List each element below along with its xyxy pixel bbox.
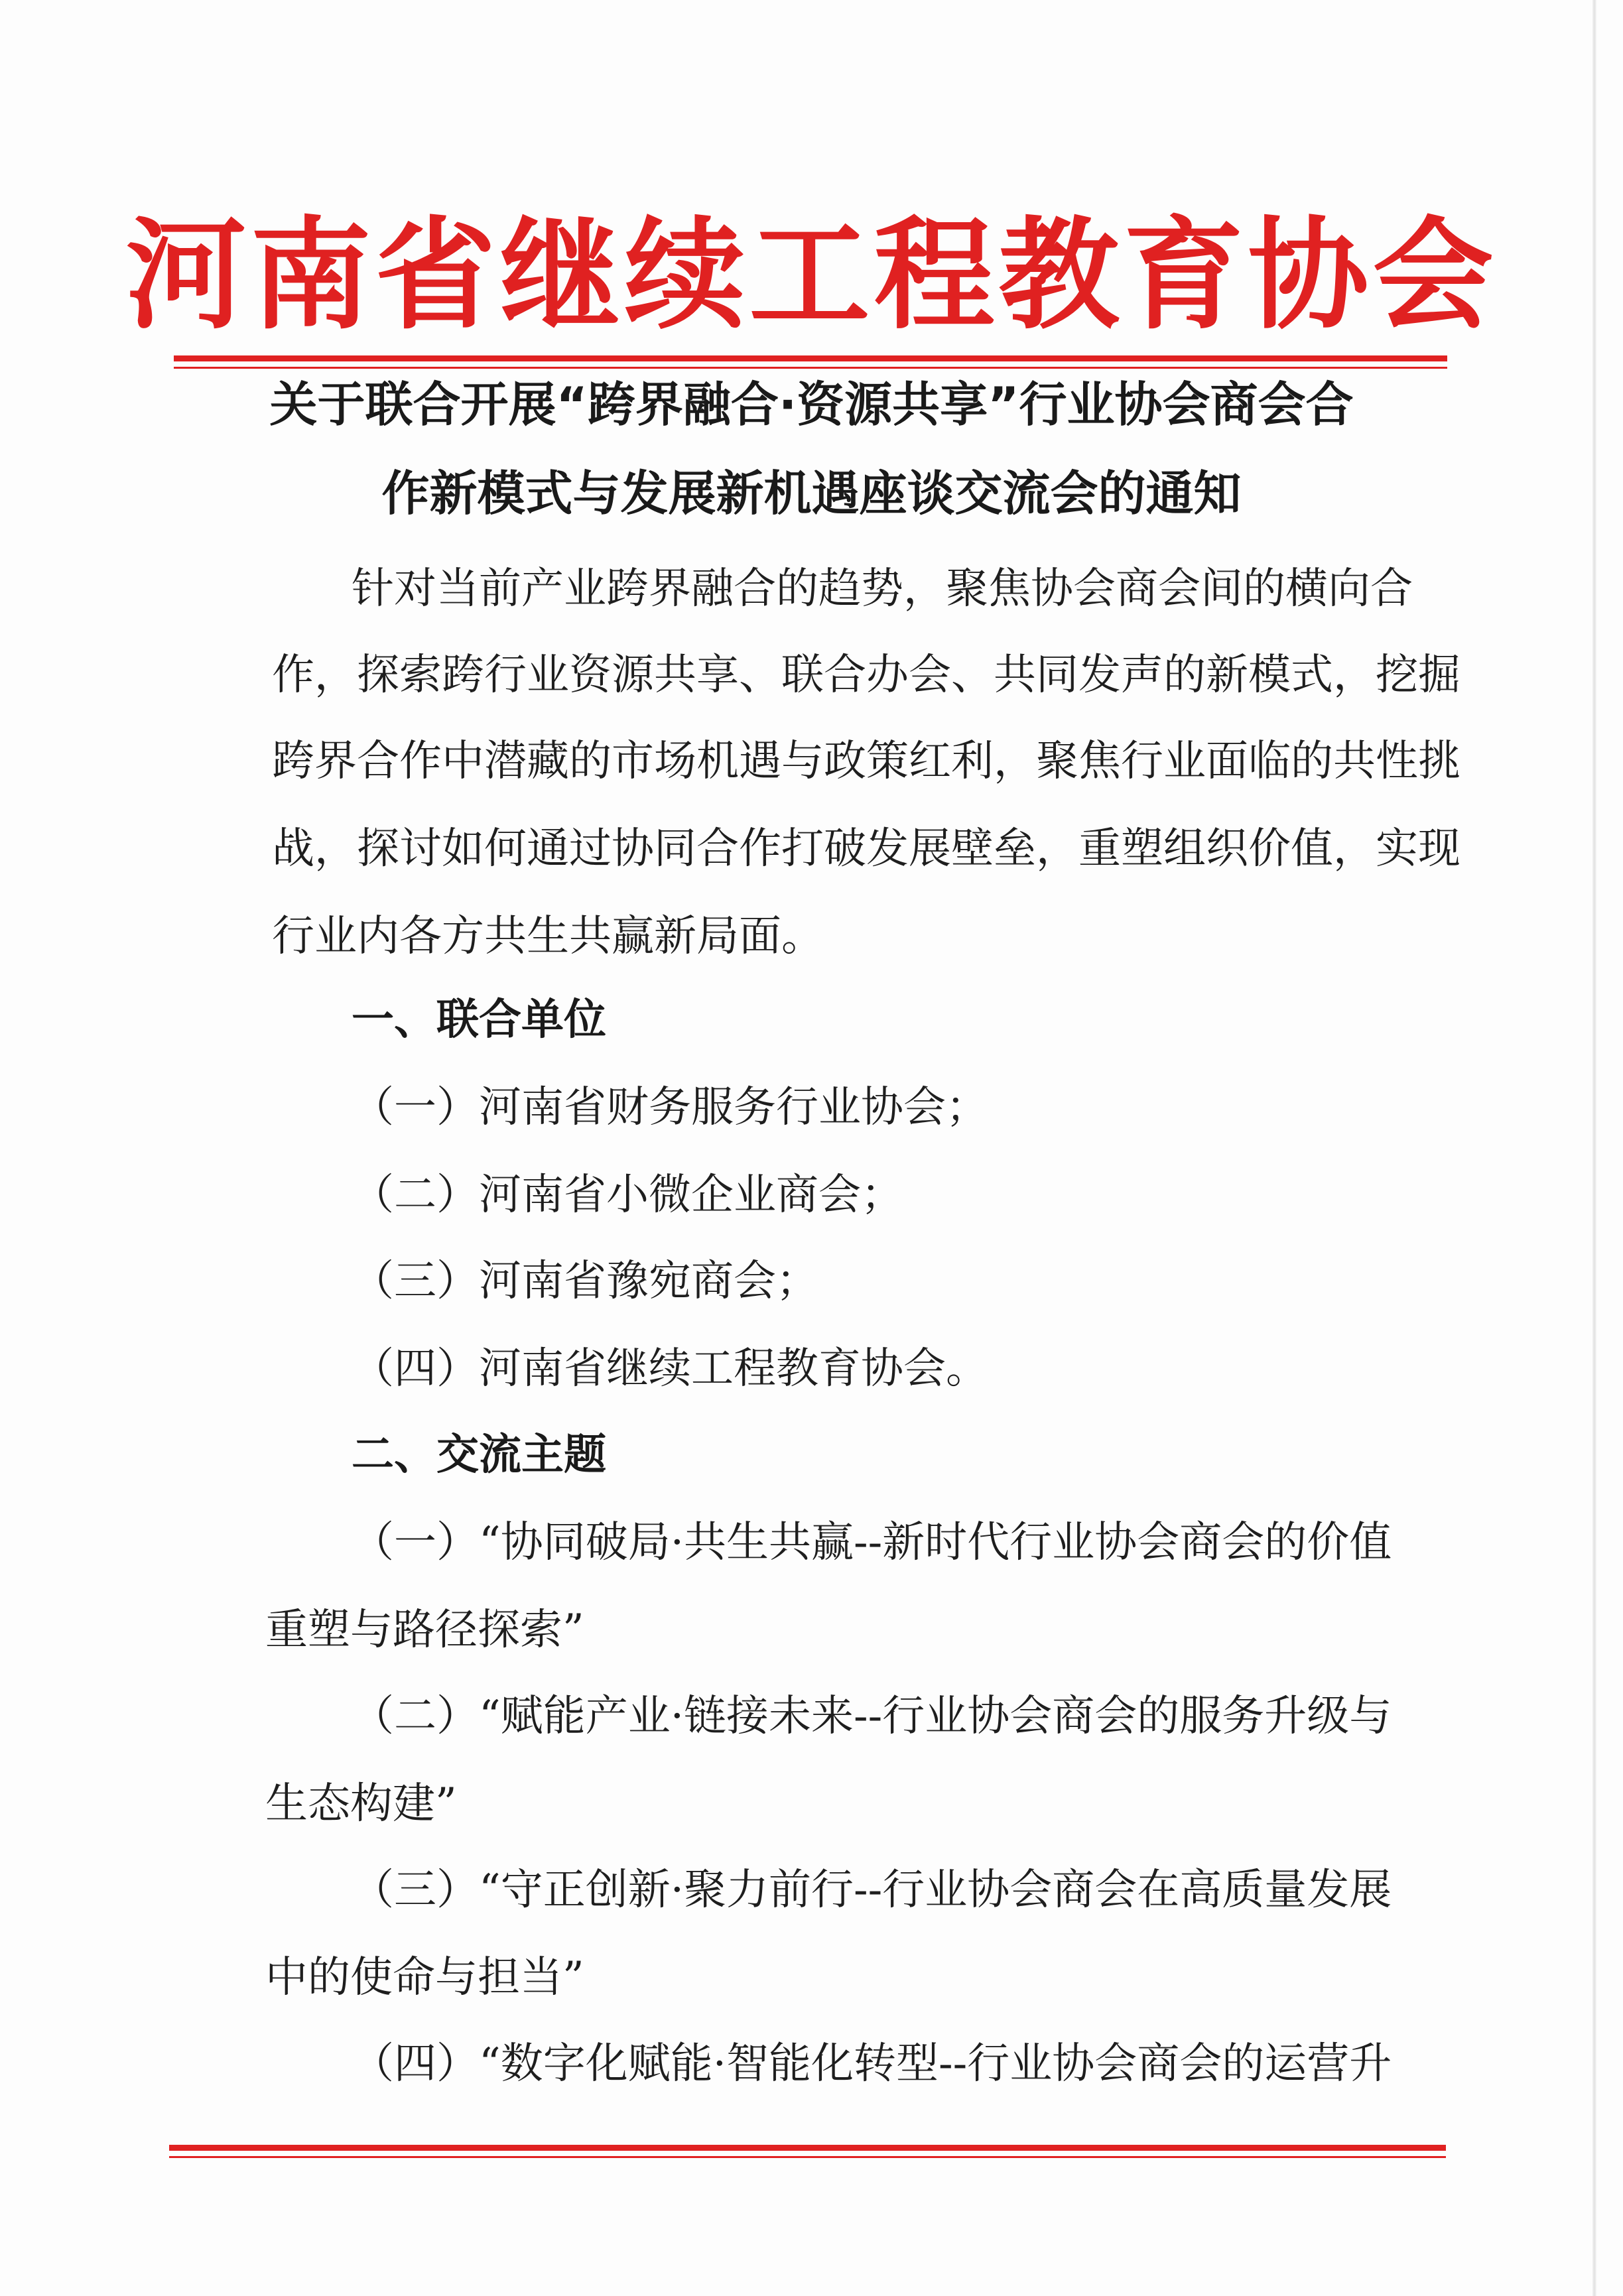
intro-line-1: 针对当前产业跨界融合的趋势，聚焦协会商会间的横向合 bbox=[352, 564, 1413, 613]
joint-unit-item-2: （二）河南省小微企业商会； bbox=[352, 1171, 903, 1220]
joint-unit-item-1: （一）河南省财务服务行业协会； bbox=[352, 1083, 988, 1132]
intro-line-3: 跨界合作中潜藏的市场机遇与政策红利，聚焦行业面临的共性挑 bbox=[272, 737, 1461, 786]
section-heading-joint-units: 一、联合单位 bbox=[352, 995, 606, 1045]
topic-item-1-line1: （一）“协同破局·共生共赢--新时代行业协会商会的价值 bbox=[352, 1518, 1392, 1567]
intro-line-4: 战，探讨如何通过协同合作打破发展壁垒，重塑组织价值，实现 bbox=[272, 824, 1461, 873]
intro-line-5: 行业内各方共生共赢新局面。 bbox=[272, 912, 824, 961]
joint-unit-item-4: （四）河南省继续工程教育协会。 bbox=[352, 1344, 988, 1393]
topic-item-4-line1: （四）“数字化赋能·智能化转型--行业协会商会的运营升 bbox=[352, 2039, 1392, 2088]
joint-unit-item-3: （三）河南省豫宛商会； bbox=[352, 1257, 818, 1306]
letterhead-org-name: 河南省继续工程教育协会 bbox=[125, 205, 1498, 346]
section-heading-topics: 二、交流主题 bbox=[352, 1431, 606, 1480]
topic-item-2-line1: （二）“赋能产业·链接未来--行业协会商会的服务升级与 bbox=[352, 1692, 1392, 1741]
footer-rule-thin bbox=[169, 2156, 1446, 2158]
letterhead-rule-thin bbox=[174, 367, 1447, 369]
letterhead-rule-thick bbox=[174, 355, 1447, 361]
footer-rule-thick bbox=[169, 2145, 1446, 2151]
notice-title-line1: 关于联合开展“跨界融合·资源共享”行业协会商会合 bbox=[269, 377, 1354, 432]
topic-item-1-line2: 重塑与路径探索” bbox=[265, 1606, 584, 1655]
intro-line-2: 作，探索跨行业资源共享、联合办会、共同发声的新模式，挖掘 bbox=[272, 651, 1461, 700]
topic-item-3-line1: （三）“守正创新·聚力前行--行业协会商会在高质量发展 bbox=[352, 1866, 1392, 1915]
topic-item-2-line2: 生态构建” bbox=[265, 1779, 457, 1828]
notice-title-line2: 作新模式与发展新机遇座谈交流会的通知 bbox=[381, 466, 1242, 521]
topic-item-3-line2: 中的使命与担当” bbox=[265, 1953, 584, 2002]
